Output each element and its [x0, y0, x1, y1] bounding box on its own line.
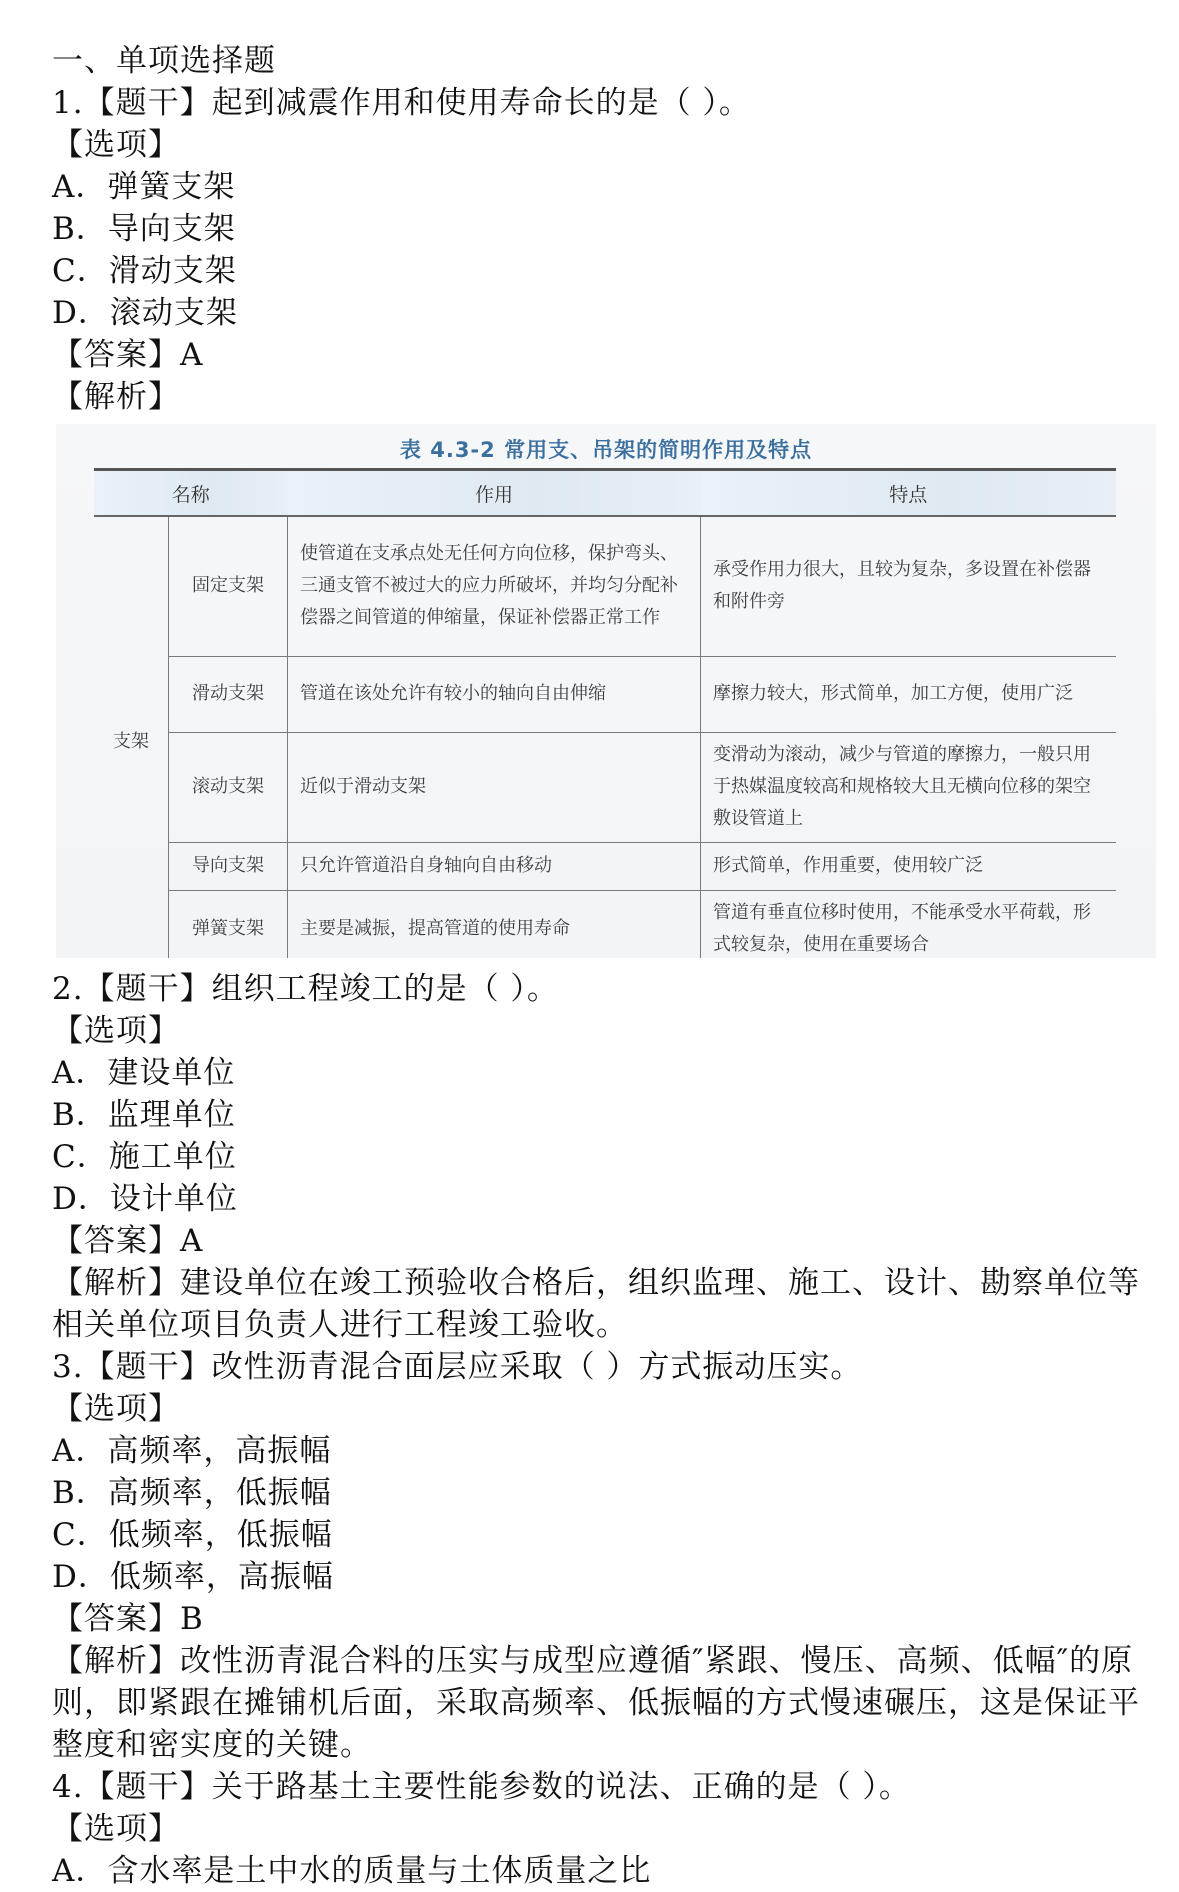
table-cell-effect: 主要是减振，提高管道的使用寿命: [288, 890, 701, 958]
table-cell-name: 固定支架: [169, 516, 288, 656]
table-cell-name: 滑动支架: [169, 656, 288, 732]
q2-option-b: B．监理单位: [52, 1097, 236, 1133]
table-cell-trait: 承受作用力很大，且较为复杂，多设置在补偿器和附件旁: [701, 516, 1117, 656]
table-cell-effect: 近似于滑动支架: [288, 732, 701, 842]
q1-stem: 1.【题干】起到减震作用和使用寿命长的是（ ）。: [52, 85, 751, 121]
table-row: [94, 890, 1116, 958]
q2-answer: 【答案】A: [52, 1223, 204, 1259]
q1-analysis: 【解析】: [52, 379, 180, 415]
q3-option-c: C．低频率，低振幅: [52, 1517, 333, 1553]
table-cell-effect: 只允许管道沿自身轴向自由移动: [288, 842, 701, 890]
q2-option-a: A．建设单位: [52, 1055, 236, 1091]
table-header-name: 名称: [94, 470, 288, 517]
q1-option-b: B．导向支架: [52, 211, 236, 247]
q3-option-b: B．高频率，低振幅: [52, 1475, 332, 1511]
table-cell-name: 弹簧支架: [169, 890, 288, 958]
table-cell-trait: 管道有垂直位移时使用，不能承受水平荷载，形式较复杂，使用在重要场合: [701, 890, 1117, 958]
q1-option-a: A．弹簧支架: [52, 169, 236, 205]
support-table: [94, 468, 1116, 958]
q1-option-d: D．滚动支架: [52, 295, 238, 331]
q2-stem: 2.【题干】组织工程竣工的是（ ）。: [52, 971, 559, 1007]
q4-stem: 4.【题干】关于路基土主要性能参数的说法、正确的是（ ）。: [52, 1769, 911, 1805]
table-cell-trait: 形式简单，作用重要，使用较广泛: [701, 842, 1117, 890]
q3-stem: 3.【题干】改性沥青混合面层应采取（ ）方式振动压实。: [52, 1349, 863, 1385]
q2-analysis: 【解析】建设单位在竣工预验收合格后，组织监理、施工、设计、勘察单位等相关单位项目负责人进行工程竣工验收。: [52, 1265, 1140, 1343]
q4-options-label: 【选项】: [52, 1811, 180, 1847]
q4-option-a: A．含水率是土中水的质量与土体质量之比: [52, 1853, 652, 1889]
table-row: [94, 732, 1116, 842]
table-caption: 表 4.3-2 常用支、吊架的简明作用及特点: [399, 438, 813, 462]
q3-options-label: 【选项】: [52, 1391, 180, 1427]
support-table-image: [56, 424, 1156, 958]
table-cell-effect: 使管道在支承点处无任何方向位移，保护弯头、三通支管不被过大的应力所破坏，并均匀分配补偿器之间管道的伸缩量，保证补偿器正常工作: [288, 516, 701, 656]
q3-option-d: D．低频率，高振幅: [52, 1559, 334, 1595]
table-header-effect: 作用: [288, 470, 701, 517]
q2-option-c: C．施工单位: [52, 1139, 237, 1175]
q1-answer: 【答案】A: [52, 337, 204, 373]
table-row: [94, 842, 1116, 890]
q3-answer: 【答案】B: [52, 1601, 204, 1637]
q1-options-label: 【选项】: [52, 127, 180, 163]
q1-option-c: C．滑动支架: [52, 253, 237, 289]
section-title: 一、单项选择题: [52, 43, 276, 79]
table-cell-name: 导向支架: [169, 842, 288, 890]
table-group-cell: 支架: [94, 516, 169, 958]
q3-option-a: A．高频率，高振幅: [52, 1433, 332, 1469]
table-header-trait: 特点: [701, 470, 1117, 517]
q2-option-d: D．设计单位: [52, 1181, 238, 1217]
q3-analysis: 【解析】改性沥青混合料的压实与成型应遵循″紧跟、慢压、高频、低幅″的原则，即紧跟在摊铺机后面，采取高频率、低振幅的方式慢速碾压，这是保证平整度和密实度的关键。: [52, 1643, 1140, 1763]
table-cell-effect: 管道在该处允许有较小的轴向自由伸缩: [288, 656, 701, 732]
table-header-row: [94, 470, 1116, 517]
table-row: [94, 656, 1116, 732]
table-row: [94, 516, 1116, 656]
q2-options-label: 【选项】: [52, 1013, 180, 1049]
table-cell-trait: 变滑动为滚动，减少与管道的摩擦力，一般只用于热媒温度较高和规格较大且无横向位移的架空敷设管道上: [701, 732, 1117, 842]
table-cell-trait: 摩擦力较大，形式简单，加工方便，使用广泛: [701, 656, 1117, 732]
table-cell-name: 滚动支架: [169, 732, 288, 842]
